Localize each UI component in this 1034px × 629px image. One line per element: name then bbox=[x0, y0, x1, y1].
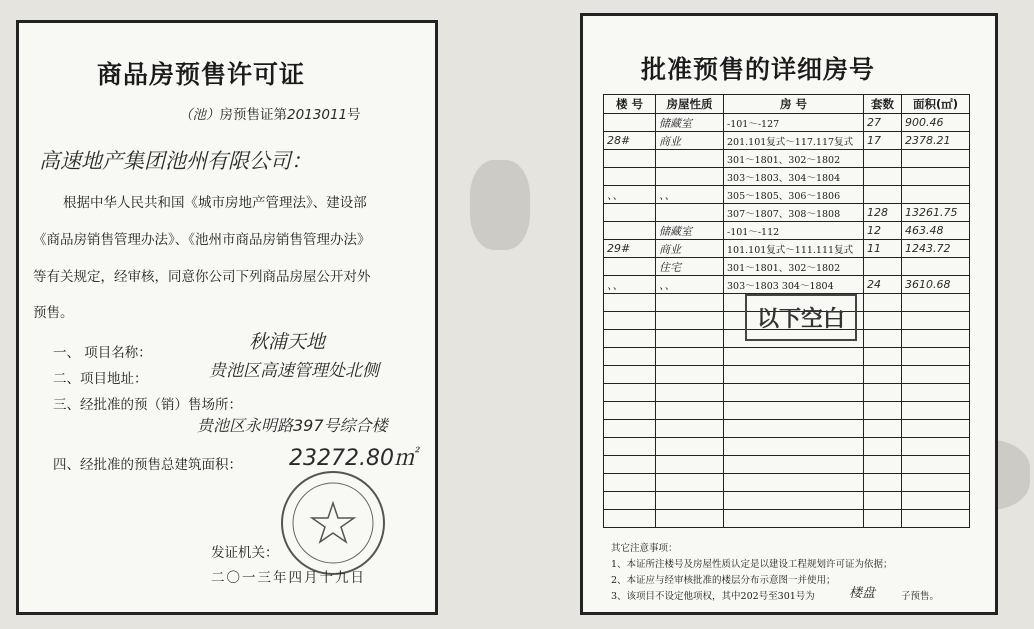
item1-label: 一、 项目名称： bbox=[53, 345, 152, 361]
cell-count bbox=[864, 168, 902, 186]
cell-unit-numbers: -101～-127 bbox=[724, 114, 864, 132]
cell-building bbox=[604, 114, 656, 132]
cell-property-type bbox=[656, 204, 724, 222]
table-row bbox=[604, 510, 970, 528]
cell-unit-numbers: 303～1803、304～1804 bbox=[724, 168, 864, 186]
header-area: 面积(㎡) bbox=[902, 95, 970, 114]
header-count: 套数 bbox=[864, 95, 902, 114]
cell-building: 29# bbox=[604, 240, 656, 258]
note-3-handwriting: 楼盘 bbox=[849, 586, 876, 601]
cell-property-type: 商业 bbox=[656, 240, 724, 258]
company-name: 高速地产集团池州有限公司： bbox=[39, 149, 312, 173]
note-2: 2、本证应与经审核批准的楼层分布示意图一并使用； bbox=[611, 575, 836, 586]
cell-property-type bbox=[656, 474, 724, 492]
cell-unit-numbers: 301～1801、302～1802 bbox=[724, 150, 864, 168]
cell-unit-numbers: 101.101复式～111.111复式 bbox=[724, 240, 864, 258]
table-row bbox=[604, 402, 970, 420]
cell-property-type bbox=[656, 510, 724, 528]
cell-building bbox=[604, 510, 656, 528]
cell-area: 463.48 bbox=[902, 222, 970, 240]
issuer-label: 发证机关： bbox=[211, 545, 279, 561]
body-line-2: 《商品房销售管理办法》、《池州市商品房销售管理办法》 bbox=[33, 232, 371, 248]
table-row bbox=[604, 132, 970, 150]
cert-prefix: （池） bbox=[179, 107, 220, 123]
cell-unit-numbers bbox=[724, 492, 864, 510]
cell-count: 27 bbox=[864, 114, 902, 132]
cell-property-type bbox=[656, 456, 724, 474]
cell-count bbox=[864, 492, 902, 510]
approved-units-panel bbox=[580, 13, 998, 615]
cell-building bbox=[604, 294, 656, 312]
cell-area bbox=[902, 366, 970, 384]
table-row bbox=[604, 168, 970, 186]
header-building: 楼 号 bbox=[604, 95, 656, 114]
cell-unit-numbers: 301～1801、302～1802 bbox=[724, 258, 864, 276]
paper-smudge bbox=[470, 160, 530, 250]
cell-property-type bbox=[656, 294, 724, 312]
table-row bbox=[604, 204, 970, 222]
header-unit-numbers: 房 号 bbox=[724, 95, 864, 114]
cell-area bbox=[902, 186, 970, 204]
item3-label: 三、经批准的预（销）售场所： bbox=[53, 397, 242, 413]
cell-property-type bbox=[656, 384, 724, 402]
cell-building bbox=[604, 222, 656, 240]
cell-unit-numbers bbox=[724, 456, 864, 474]
cell-unit-numbers bbox=[724, 420, 864, 438]
table-row bbox=[604, 186, 970, 204]
cell-building: 、、 bbox=[604, 276, 656, 294]
cell-area: 2378.21 bbox=[902, 132, 970, 150]
cell-building: 28# bbox=[604, 132, 656, 150]
cell-area bbox=[902, 456, 970, 474]
cell-property-type bbox=[656, 492, 724, 510]
cell-building bbox=[604, 204, 656, 222]
cell-building bbox=[604, 150, 656, 168]
cell-count bbox=[864, 348, 902, 366]
cell-count bbox=[864, 510, 902, 528]
cell-area: 900.46 bbox=[902, 114, 970, 132]
cell-property-type: 商业 bbox=[656, 132, 724, 150]
cell-count bbox=[864, 312, 902, 330]
table-row bbox=[604, 474, 970, 492]
cell-count bbox=[864, 402, 902, 420]
cell-count bbox=[864, 330, 902, 348]
item2-value: 贵池区高速管理处北侧 bbox=[209, 361, 379, 381]
cell-property-type bbox=[656, 312, 724, 330]
cell-area bbox=[902, 294, 970, 312]
table-row bbox=[604, 240, 970, 258]
cell-area bbox=[902, 312, 970, 330]
cell-property-type bbox=[656, 402, 724, 420]
table-row bbox=[604, 258, 970, 276]
body-line-1: 根据中华人民共和国《城市房地产管理法》、建设部 bbox=[63, 195, 367, 211]
cert-mid: 房预售证第 bbox=[219, 107, 287, 123]
cell-property-type bbox=[656, 420, 724, 438]
item4-value: 23272.80㎡ bbox=[289, 446, 416, 471]
cell-building bbox=[604, 330, 656, 348]
cell-area bbox=[902, 348, 970, 366]
cell-count bbox=[864, 474, 902, 492]
cell-unit-numbers: -101～-112 bbox=[724, 222, 864, 240]
issue-date: 二〇一三年四月十九日 bbox=[211, 570, 366, 586]
cell-building bbox=[604, 366, 656, 384]
table-row bbox=[604, 456, 970, 474]
item1-value: 秋浦天地 bbox=[249, 331, 326, 353]
cell-count: 128 bbox=[864, 204, 902, 222]
cell-unit-numbers: 305～1805、306～1806 bbox=[724, 186, 864, 204]
cert-number: 2013011 bbox=[287, 107, 348, 123]
table-row bbox=[604, 384, 970, 402]
cell-building bbox=[604, 420, 656, 438]
permit-title: 商品房预售许可证 bbox=[97, 60, 306, 89]
units-title: 批准预售的详细房号 bbox=[641, 55, 876, 84]
cell-unit-numbers bbox=[724, 348, 864, 366]
cell-count bbox=[864, 294, 902, 312]
header-property-type: 房屋性质 bbox=[656, 95, 724, 114]
seal-star-icon bbox=[283, 473, 383, 573]
cell-area: 1243.72 bbox=[902, 240, 970, 258]
table-row bbox=[604, 348, 970, 366]
cell-unit-numbers bbox=[724, 384, 864, 402]
cell-unit-numbers bbox=[724, 366, 864, 384]
cell-property-type bbox=[656, 330, 724, 348]
cell-unit-numbers: 307～1807、308～1808 bbox=[724, 204, 864, 222]
cell-unit-numbers: 303～1803 304～1804 bbox=[724, 276, 864, 294]
cell-count: 24 bbox=[864, 276, 902, 294]
cell-count bbox=[864, 186, 902, 204]
table-row bbox=[604, 114, 970, 132]
table-header-row bbox=[604, 95, 970, 114]
cell-unit-numbers bbox=[724, 474, 864, 492]
presale-permit-panel bbox=[16, 20, 438, 615]
certificate-number-line bbox=[179, 103, 361, 123]
cell-area bbox=[902, 168, 970, 186]
cell-property-type: 住宅 bbox=[656, 258, 724, 276]
cell-building: 、、 bbox=[604, 186, 656, 204]
cell-property-type: 、、 bbox=[656, 186, 724, 204]
body-line-3: 等有关规定，经审核，同意你公司下列商品房屋公开对外 bbox=[33, 269, 371, 285]
cell-count bbox=[864, 366, 902, 384]
cert-suffix: 号 bbox=[347, 107, 361, 123]
cell-property-type bbox=[656, 168, 724, 186]
cell-building bbox=[604, 168, 656, 186]
cell-count bbox=[864, 420, 902, 438]
cell-area bbox=[902, 384, 970, 402]
table-row bbox=[604, 492, 970, 510]
cell-property-type: 储藏室 bbox=[656, 222, 724, 240]
table-row bbox=[604, 150, 970, 168]
cell-building bbox=[604, 402, 656, 420]
cell-property-type: 储藏室 bbox=[656, 114, 724, 132]
cell-property-type: 、、 bbox=[656, 276, 724, 294]
note-3-tail: 子预售。 bbox=[901, 591, 940, 602]
cell-building bbox=[604, 348, 656, 366]
cell-unit-numbers bbox=[724, 438, 864, 456]
note-1: 1、本证所注楼号及房屋性质认定是以建设工程规划许可证为依据； bbox=[611, 559, 893, 570]
table-row bbox=[604, 420, 970, 438]
cell-area: 13261.75 bbox=[902, 204, 970, 222]
cell-area bbox=[902, 438, 970, 456]
cell-building bbox=[604, 258, 656, 276]
cell-building bbox=[604, 456, 656, 474]
cell-count: 11 bbox=[864, 240, 902, 258]
cell-area bbox=[902, 330, 970, 348]
cell-count: 12 bbox=[864, 222, 902, 240]
cell-area bbox=[902, 402, 970, 420]
cell-property-type bbox=[656, 150, 724, 168]
item3-value: 贵池区永明路397号综合楼 bbox=[197, 416, 388, 435]
cell-unit-numbers bbox=[724, 510, 864, 528]
cell-area bbox=[902, 258, 970, 276]
cell-count bbox=[864, 456, 902, 474]
cell-building bbox=[604, 312, 656, 330]
notes-title: 其它注意事项： bbox=[611, 543, 678, 554]
table-row bbox=[604, 276, 970, 294]
item4-label: 四、经批准的预售总建筑面积： bbox=[53, 457, 242, 473]
cell-count bbox=[864, 384, 902, 402]
table-row bbox=[604, 222, 970, 240]
cell-building bbox=[604, 474, 656, 492]
cell-property-type bbox=[656, 438, 724, 456]
cell-count bbox=[864, 150, 902, 168]
cell-area bbox=[902, 150, 970, 168]
cell-building bbox=[604, 384, 656, 402]
cell-count bbox=[864, 438, 902, 456]
cell-area bbox=[902, 510, 970, 528]
table-row bbox=[604, 366, 970, 384]
body-line-4: 预售。 bbox=[33, 305, 74, 321]
cell-unit-numbers bbox=[724, 402, 864, 420]
table-row bbox=[604, 438, 970, 456]
cell-area bbox=[902, 474, 970, 492]
cell-unit-numbers: 201.101复式～117.117复式 bbox=[724, 132, 864, 150]
cell-area bbox=[902, 420, 970, 438]
note-3: 3、该项目不设定他项权，其中202号至301号为 bbox=[611, 591, 815, 602]
cell-area: 3610.68 bbox=[902, 276, 970, 294]
cell-area bbox=[902, 492, 970, 510]
blank-below-stamp: 以下空白 bbox=[745, 294, 857, 341]
cell-building bbox=[604, 438, 656, 456]
cell-property-type bbox=[656, 348, 724, 366]
cell-property-type bbox=[656, 366, 724, 384]
item2-label: 二、项目地址： bbox=[53, 371, 148, 387]
cell-count: 17 bbox=[864, 132, 902, 150]
cell-count bbox=[864, 258, 902, 276]
cell-building bbox=[604, 492, 656, 510]
official-seal bbox=[281, 471, 385, 575]
